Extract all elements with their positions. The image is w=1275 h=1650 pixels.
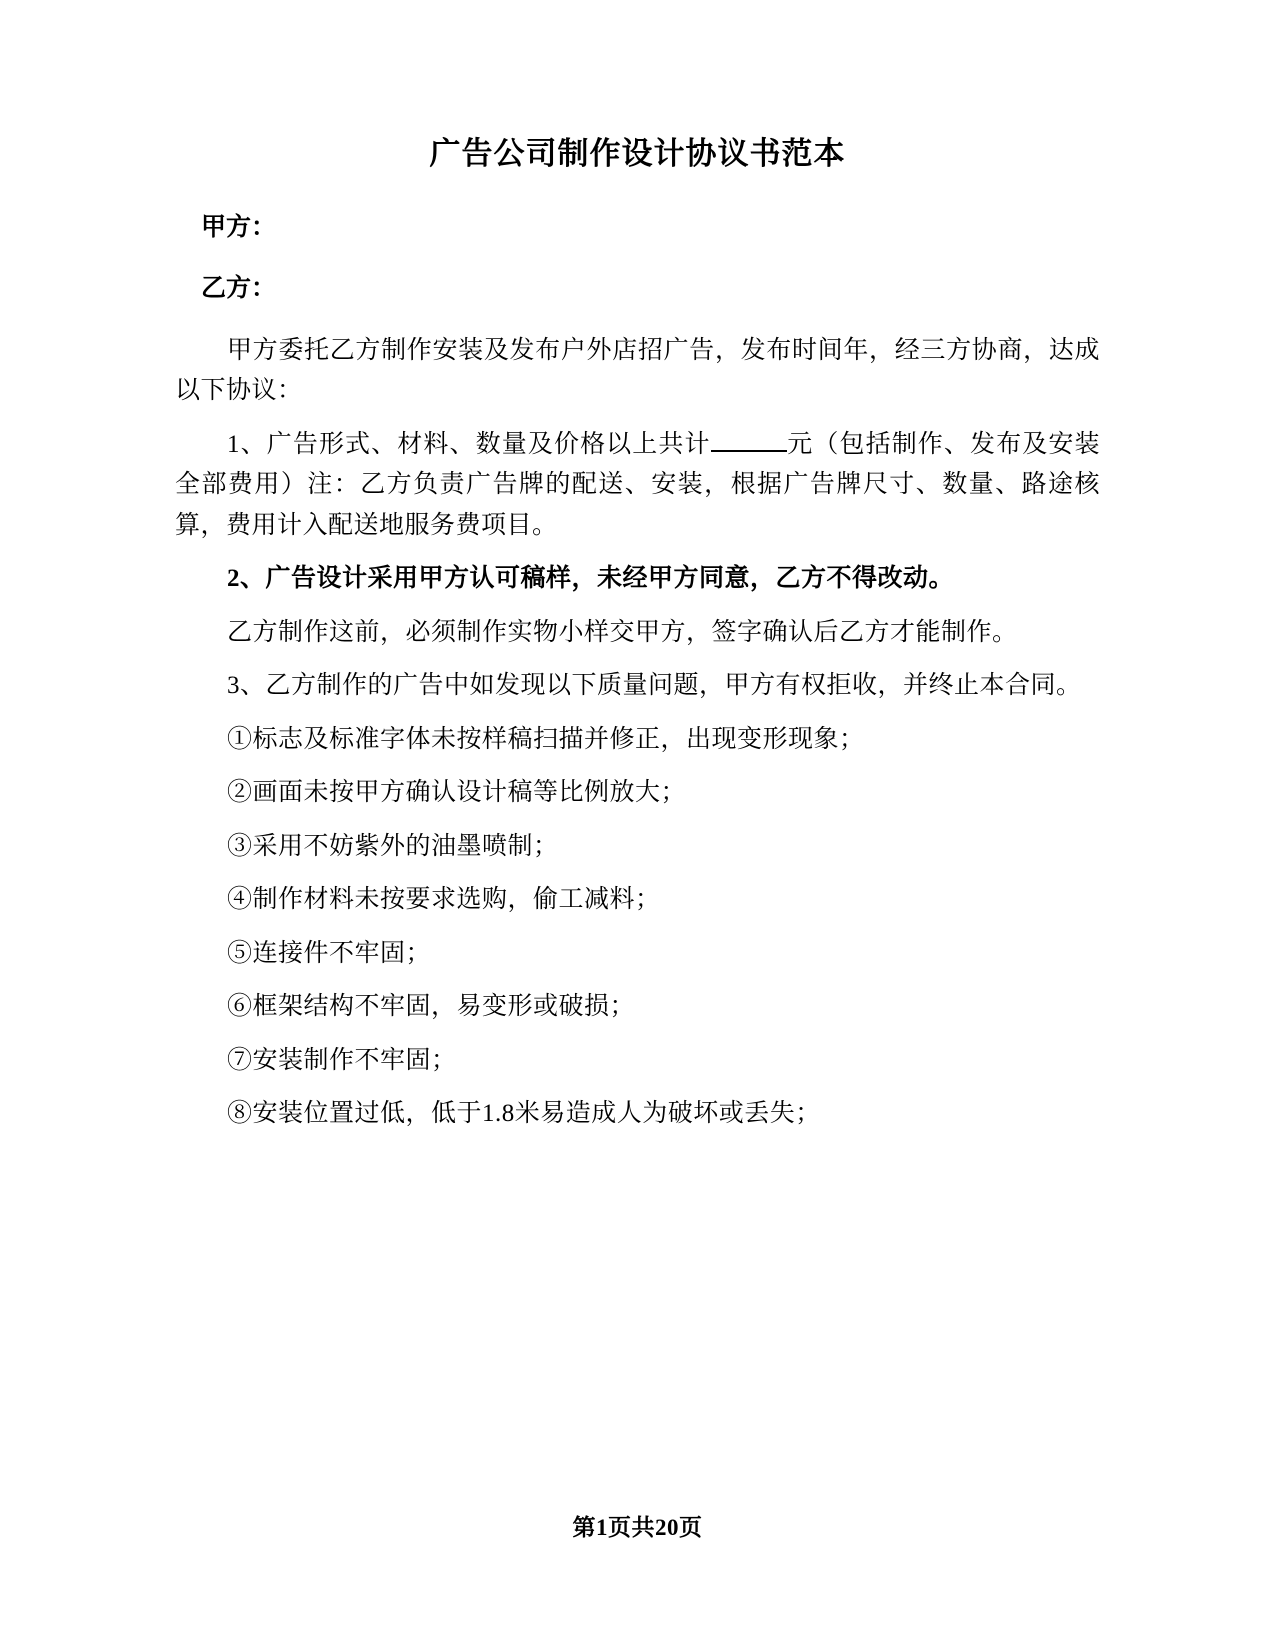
party-b-line: 乙方： xyxy=(201,275,277,303)
page-title: 广告公司制作设计协议书范本 xyxy=(429,136,846,171)
list-item: ⑧安装位置过低，低于1.8米易造成人为破坏或丢失； xyxy=(227,1100,821,1128)
clause-3: 3、乙方制作的广告中如发现以下质量问题，甲方有权拒收，并终止本合同。 xyxy=(227,672,1082,700)
clause-2-note: 乙方制作这前，必须制作实物小样交甲方，签字确认后乙方才能制作。 xyxy=(227,618,1018,646)
clause-1-pre: 1、广告形式、材料、数量及价格以上共计 xyxy=(227,430,711,458)
list-item: ①标志及标准字体未按样稿扫描并修正，出现变形现象； xyxy=(227,725,865,753)
clause-2: 2、广告设计采用甲方认可稿样，未经甲方同意，乙方不得改动。 xyxy=(227,565,955,593)
list-item: ③采用不妨紫外的油墨喷制； xyxy=(227,832,559,860)
amount-blank xyxy=(711,450,787,452)
list-item: ⑦安装制作不牢固； xyxy=(227,1046,457,1074)
clause-1 xyxy=(175,425,1100,547)
page-footer: 第1页共20页 xyxy=(572,1515,703,1540)
list-item: ⑥框架结构不牢固，易变形或破损； xyxy=(227,993,636,1021)
list-item: ④制作材料未按要求选购，偷工减料； xyxy=(227,886,661,914)
list-item: ②画面未按甲方确认设计稿等比例放大； xyxy=(227,779,687,807)
party-a-line: 甲方： xyxy=(201,214,277,242)
clause-1-post: 元（包括制作、发布及安装全部费用）注：乙方负责广告牌的配送、安装，根据广告牌尺寸、数量、路途核算，费用计入配送地服务费项目。 xyxy=(175,430,1100,539)
intro-paragraph: 甲方委托乙方制作安装及发布户外店招广告，发布时间年，经三方协商，达成以下协议： xyxy=(175,336,1100,405)
list-item: ⑤连接件不牢固； xyxy=(227,939,432,967)
